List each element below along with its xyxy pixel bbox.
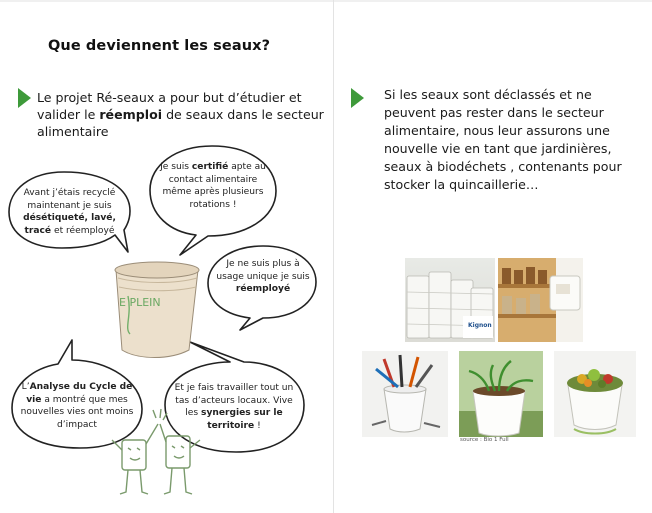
bubble-text-reused: Je ne suis plus à usage unique je suis réemployé: [216, 259, 310, 295]
page-title: Que deviennent les seaux?: [48, 38, 271, 54]
biowaste-bucket-image: [554, 351, 636, 437]
photo-stacked-buckets: [405, 258, 495, 342]
pantry-shelves-image: [498, 258, 583, 342]
bucket-label: E PLEIN: [119, 296, 161, 309]
bucket-illustration: [115, 262, 199, 358]
photo-source-caption: source : Bio 1 Full: [460, 437, 509, 443]
photo-pantry-shelves: [498, 258, 583, 342]
kignon-logo: Kignon: [468, 322, 492, 329]
photo-tool-bucket: [362, 351, 448, 437]
tool-bucket-image: [362, 351, 448, 437]
bubble-text-recycle: Avant j’étais recyclé maintenant je suis désétiqueté, lavé, tracé et réemployé: [23, 188, 116, 236]
stacked-buckets-image: [405, 258, 495, 342]
bubble-text-certified: Je suis certifié apte au contact alimentaire même après plusieurs rotations !: [160, 162, 266, 210]
planter-bucket-image: [459, 351, 543, 437]
bubble-text-synergies: Et je fais travailler tout un tas d’acteurs locaux. Vive les synergies sur le territoire !: [174, 383, 294, 431]
bubble-text-lifecycle: L’Analyse du Cycle de vie a montré que mes nouvelles vies ont moins d’impact: [20, 382, 134, 430]
left-paragraph: Le projet Ré-seaux a pour but d’étudier et valider le réemploi de seaux dans le secteur alimentaire: [37, 90, 324, 139]
right-paragraph: Si les seaux sont déclassés et ne peuvent pas rester dans le secteur alimentaire, nous leur assurons une nouvelle vie en tant que jardinières, seaux à biodéchets , contenants pour stocker la quincaillerie…: [384, 87, 622, 192]
photo-planter-bucket: [459, 351, 543, 437]
photo-biowaste-bucket: [554, 351, 636, 437]
